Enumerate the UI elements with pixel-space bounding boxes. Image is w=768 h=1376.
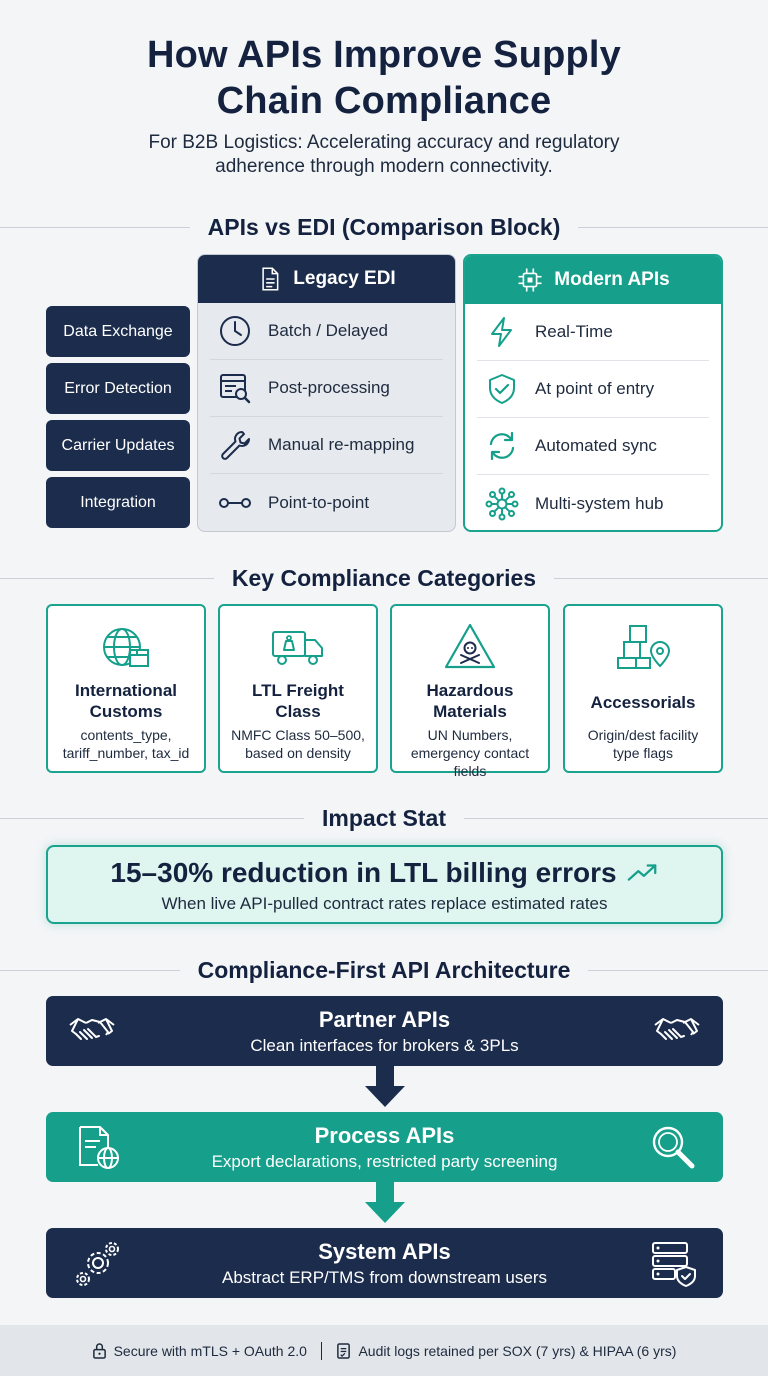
- api-row-carrier-updates: [477, 418, 709, 475]
- legacy-edi-title: Legacy EDI: [293, 268, 396, 289]
- category-desc: [52, 726, 200, 762]
- truck-weight-icon: [267, 620, 329, 678]
- category-title: [224, 680, 372, 722]
- category-title: [569, 692, 717, 713]
- chip-icon: [516, 266, 544, 294]
- api-row-error-detection: [477, 361, 709, 418]
- category-title-line: LTL Freight: [252, 681, 344, 700]
- edi-row-data-exchange: [210, 303, 443, 360]
- footer-separator: [321, 1342, 323, 1360]
- footer-security: [92, 1342, 307, 1359]
- impact-sub-text: When live API-pulled contract rates replace estimated rates: [161, 894, 608, 913]
- category-card-ltl-freight: [218, 604, 378, 773]
- api-item-label: Multi-system hub: [535, 493, 664, 513]
- category-card-hazardous: [390, 604, 550, 779]
- category-desc-line: type flags: [613, 745, 673, 761]
- impact-stat-box: [46, 845, 723, 924]
- architecture-heading-text: Compliance-First API Architecture: [197, 956, 571, 983]
- hub-network-icon: [485, 487, 519, 521]
- arrow-down-icon: [363, 1064, 407, 1108]
- wrench-icon: [218, 428, 252, 462]
- edi-item-label: Post-processing: [268, 378, 390, 397]
- edi-row-error-detection: [210, 360, 443, 417]
- page-subtitle-line2: adherence through modern connectivity.: [215, 156, 553, 177]
- lock-icon: [92, 1342, 107, 1359]
- category-desc-line: NMFC Class 50–500,: [231, 727, 365, 743]
- category-desc-line: UN Numbers,: [427, 727, 513, 743]
- partner-apis-sub: Clean interfaces for brokers & 3PLs: [250, 1036, 519, 1055]
- category-desc-line: fields: [453, 763, 487, 779]
- legacy-edi-column: [197, 254, 456, 532]
- impact-heading: [0, 803, 768, 833]
- row-label-error-detection: Error Detection: [46, 363, 190, 414]
- clock-icon: [218, 314, 252, 348]
- impact-heading-text: Impact Stat: [322, 804, 446, 831]
- row-label-data-exchange: Data Exchange: [46, 306, 190, 357]
- point-to-point-icon: [218, 486, 252, 520]
- page-title: [0, 32, 768, 124]
- category-title-line: International: [74, 681, 177, 700]
- legacy-edi-header: [198, 255, 455, 303]
- system-apis-layer: [46, 1228, 723, 1298]
- category-desc: [569, 726, 717, 762]
- category-title: [52, 680, 200, 722]
- shield-check-icon: [485, 372, 519, 406]
- server-shield-icon: [649, 1239, 697, 1287]
- api-row-data-exchange: [477, 304, 709, 361]
- globe-package-icon: [97, 620, 155, 678]
- architecture-heading: [0, 955, 768, 985]
- edi-row-integration: [210, 474, 443, 531]
- system-apis-sub: Abstract ERP/TMS from downstream users: [222, 1268, 547, 1287]
- category-title-line: Accessorials: [590, 693, 696, 712]
- category-title-line: Customs: [89, 702, 163, 721]
- clipboard-icon: [336, 1342, 351, 1359]
- footer-security-text: Secure with mTLS + OAuth 2.0: [113, 1342, 307, 1359]
- category-title-line: Materials: [433, 702, 507, 721]
- row-label-integration: Integration: [46, 477, 190, 528]
- comparison-heading-text: APIs vs EDI (Comparison Block): [207, 213, 561, 240]
- sync-icon: [485, 429, 519, 463]
- category-desc-line: Origin/dest facility: [587, 727, 699, 743]
- lightning-icon: [485, 315, 519, 349]
- category-card-customs: [46, 604, 206, 773]
- api-row-integration: [477, 475, 709, 532]
- process-apis-sub: Export declarations, restricted party screening: [211, 1152, 558, 1171]
- categories-heading-text: Key Compliance Categories: [231, 564, 537, 591]
- magnifier-icon: [649, 1123, 697, 1171]
- modern-apis-title: Modern APIs: [554, 269, 670, 290]
- impact-main-text: 15–30% reduction in LTL billing errors: [110, 857, 617, 888]
- category-desc: [396, 726, 544, 780]
- category-desc-line: tariff_number, tax_id: [62, 745, 190, 761]
- page-subtitle: [60, 131, 708, 179]
- api-item-label: At point of entry: [535, 379, 655, 398]
- category-card-accessorials: [563, 604, 723, 773]
- footer-audit-text: Audit logs retained per SOX (7 yrs) & HIPAA (6 yrs): [358, 1342, 677, 1359]
- document-icon: [257, 266, 283, 292]
- page-subtitle-line1: For B2B Logistics: Accelerating accuracy and regulatory: [148, 132, 620, 153]
- modern-apis-header: [465, 256, 721, 304]
- footer-bar: [0, 1325, 768, 1376]
- process-apis-layer: [46, 1112, 723, 1182]
- hazard-warning-icon: [441, 620, 499, 678]
- edi-item-label: Manual re-mapping: [268, 435, 415, 454]
- arrow-down-icon: [363, 1180, 407, 1224]
- process-apis-title: Process APIs: [314, 1123, 455, 1148]
- partner-apis-layer: [46, 996, 723, 1066]
- trend-up-icon: [627, 862, 659, 884]
- system-apis-title: System APIs: [318, 1239, 451, 1264]
- category-desc: [224, 726, 372, 762]
- api-item-label: Real-Time: [535, 322, 613, 341]
- edi-item-label: Point-to-point: [268, 492, 370, 512]
- page-title-line1: How APIs Improve Supply: [146, 34, 622, 76]
- category-title-line: Hazardous: [426, 681, 514, 700]
- category-desc-line: contents_type,: [80, 727, 172, 743]
- partner-apis-title: Partner APIs: [318, 1007, 451, 1032]
- footer-audit: [336, 1342, 676, 1359]
- api-item-label: Automated sync: [535, 436, 657, 455]
- edi-row-carrier-updates: [210, 417, 443, 474]
- boxes-location-icon: [614, 620, 672, 678]
- modern-apis-column: [463, 254, 723, 532]
- impact-main: [48, 857, 721, 889]
- categories-heading: [0, 563, 768, 593]
- category-title: [396, 680, 544, 722]
- row-label-carrier-updates: Carrier Updates: [46, 420, 190, 471]
- report-search-icon: [218, 371, 252, 405]
- category-title-line: Class: [275, 702, 321, 721]
- comparison-heading: [0, 212, 768, 242]
- edi-item-label: Batch / Delayed: [268, 321, 389, 340]
- handshake-icon: [653, 1007, 701, 1055]
- category-desc-line: based on density: [245, 745, 351, 761]
- category-desc-line: emergency contact: [410, 745, 530, 761]
- page-title-line2: Chain Compliance: [216, 80, 552, 122]
